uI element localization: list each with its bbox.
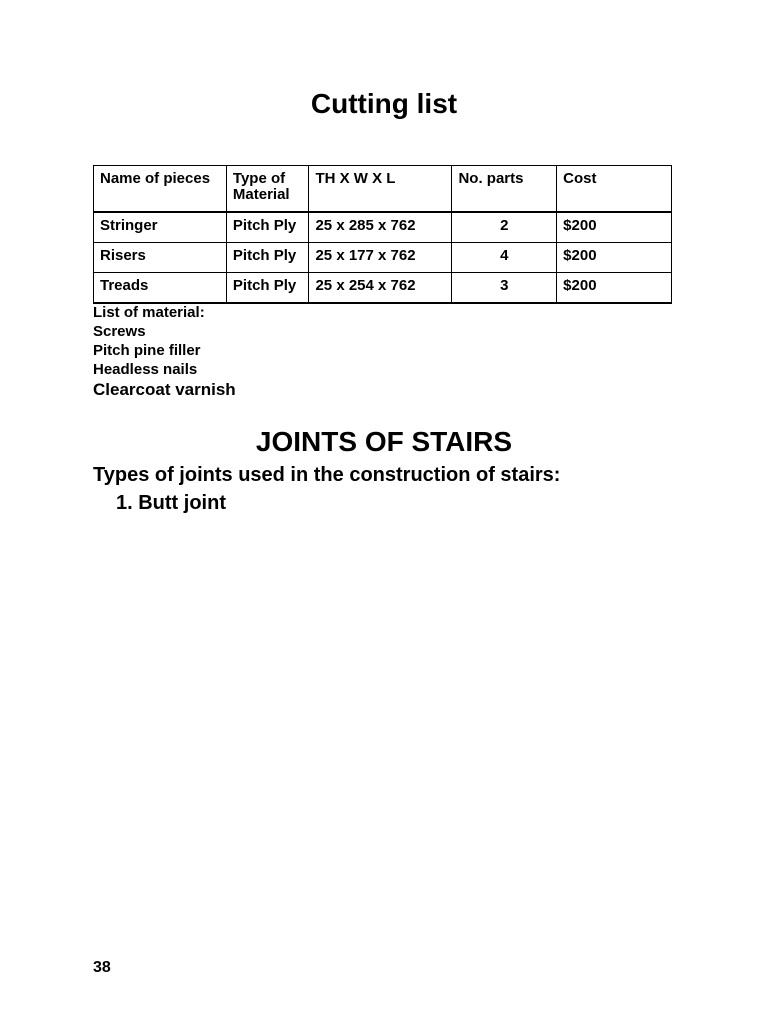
- cell-material: Pitch Ply: [226, 273, 309, 304]
- cell-name: Risers: [94, 243, 227, 273]
- header-cost: Cost: [557, 166, 672, 213]
- cell-material: Pitch Ply: [226, 212, 309, 243]
- table-row: [94, 273, 672, 304]
- material-item: Headless nails: [93, 361, 198, 378]
- header-dimensions: TH X W X L: [309, 166, 452, 213]
- page-number: 38: [93, 959, 111, 976]
- page-title: Cutting list: [310, 88, 458, 119]
- cell-cost: $200: [557, 273, 672, 304]
- table-header-row: [94, 166, 672, 213]
- table-row: [94, 212, 672, 243]
- cell-parts: 2: [452, 212, 557, 243]
- table-row: [94, 243, 672, 273]
- section-title: JOINTS OF STAIRS: [255, 426, 513, 457]
- material-item: Screws: [93, 323, 146, 340]
- material-list-heading: List of material:: [93, 304, 205, 321]
- cutting-list-table: [93, 165, 672, 304]
- list-item: 1. Butt joint: [116, 492, 226, 514]
- cell-name: Treads: [94, 273, 227, 304]
- joints-intro: Types of joints used in the construction of stairs:: [93, 464, 561, 486]
- header-type-line2: Material: [232, 186, 290, 203]
- cell-cost: $200: [557, 212, 672, 243]
- cell-parts: 4: [452, 243, 557, 273]
- header-no-parts: No. parts: [452, 166, 557, 213]
- joints-list: [116, 490, 226, 516]
- cell-dims: 25 x 285 x 762: [309, 212, 452, 243]
- cell-material: Pitch Ply: [226, 243, 309, 273]
- cell-dims: 25 x 177 x 762: [309, 243, 452, 273]
- header-type-line1: Type of: [232, 170, 286, 187]
- material-list: [93, 303, 236, 401]
- material-item: Pitch pine filler: [93, 342, 201, 359]
- cell-dims: 25 x 254 x 762: [309, 273, 452, 304]
- header-name-of-pieces: Name of pieces: [94, 166, 227, 213]
- header-type-of-material: [226, 166, 309, 213]
- material-item: Clearcoat varnish: [93, 380, 236, 399]
- cell-parts: 3: [452, 273, 557, 304]
- cell-cost: $200: [557, 243, 672, 273]
- cell-name: Stringer: [94, 212, 227, 243]
